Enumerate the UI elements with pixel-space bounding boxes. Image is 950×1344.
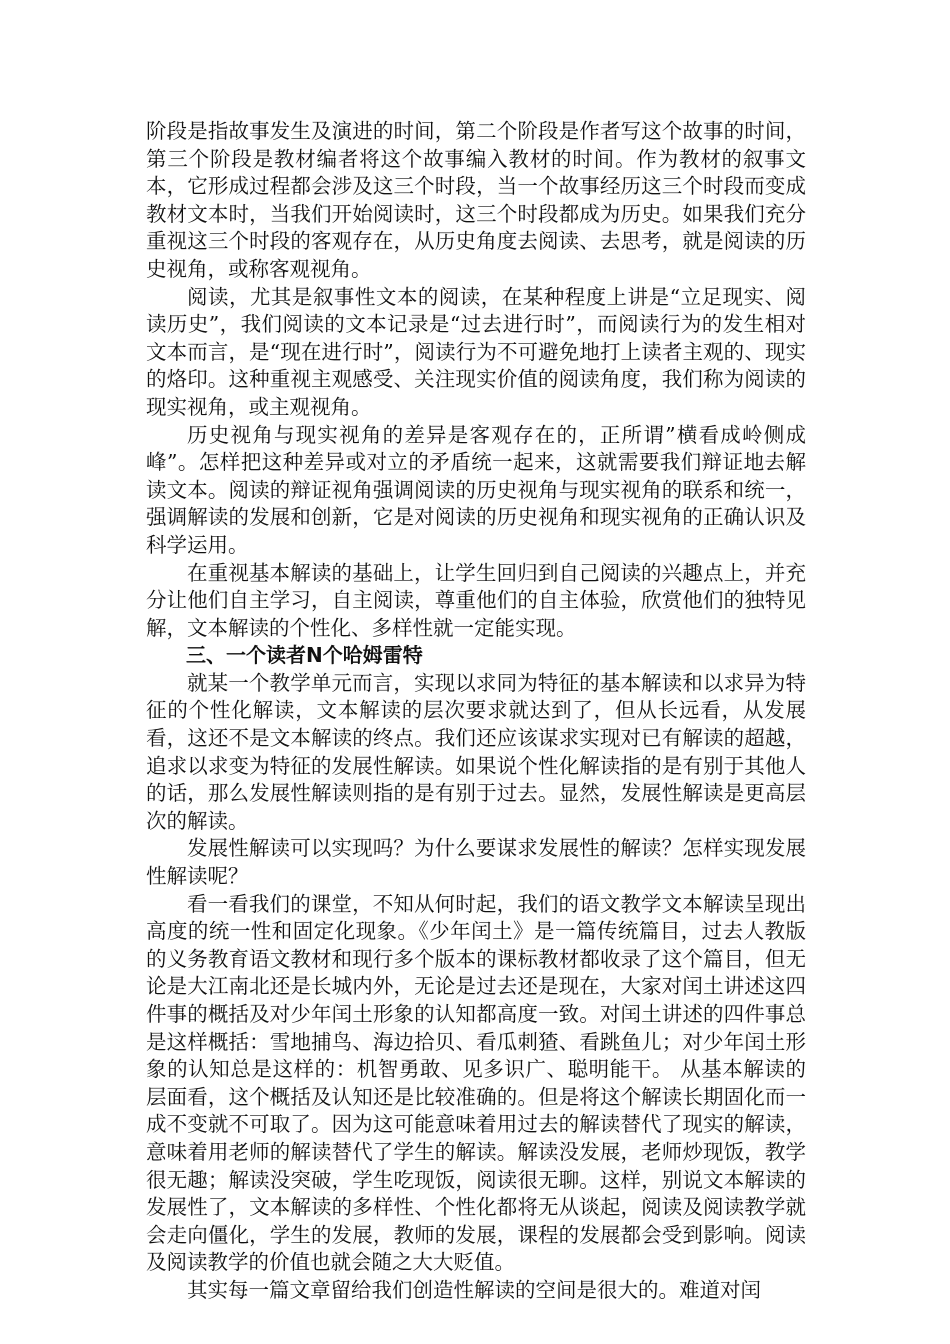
document-page: [146, 118, 806, 1305]
paragraph-1: 阶段是指故事发生及演进的时间，第二个阶段是作者写这个故事的时间，第三个阶段是教材编者将这个故事编入教材的时间。作为教材的叙事文本，它形成过程都会涉及这三个时段，当一个故事经历这三个时段而变成教材文本时，当我们开始阅读时，这三个时段都成为历史。如果我们充分重视这三个时段的客观存在，从历史角度去阅读、去思考，就是阅读的历史视角，或称客观视角。: [146, 119, 806, 281]
section-heading: 三、一个读者N个哈姆雷特: [186, 643, 423, 668]
paragraph-7: 看一看我们的课堂，不知从何时起，我们的语文教学文本解读呈现出高度的统一性和固定化现象。《少年闰土》是一篇传统篇目，过去人教版的义务教育语文教材和现行多个版本的课标教材都收录了这个篇目，但无论是大江南北还是长城内外，无论是过去还是现在，大家对闰土讲述这四件事的概括及对少年闰土形象的认知都高度一致。对闰土讲述的四件事总是这样概括：雪地捕鸟、海边拾贝、看瓜刺猹、看跳鱼儿；对少年闰土形象的认知总是这样的：机智勇敢、见多识广、聪明能干。 从基本解读的层面看，这个概括及认知还是比较准确的。但是将这个解读长期固化而一成不变就不可取了。因为这可能意味着用过去的解读替代了现实的解读，意味着用老师的解读替代了学生的解读。解读没发展，老师炒现饭，教学很无趣；解读没突破，学生吃现饭，阅读很无聊。这样，别说文本解读的发展性了，文本解读的多样性、个性化都将无从谈起，阅读及阅读教学就会走向僵化，学生的发展，教师的发展，课程的发展都会受到影响。阅读及阅读教学的价值也就会随之大大贬值。: [146, 891, 806, 1275]
paragraph-2: 阅读，尤其是叙事性文本的阅读，在某种程度上讲是“立足现实、阅读历史”，我们阅读的文本记录是“过去进行时”，而阅读行为的发生相对文本而言，是“现在进行时”，阅读行为不可避免地打上读者主观的、现实的烙印。这种重视主观感受、关注现实价值的阅读角度，我们称为阅读的现实视角，或主观视角。: [146, 284, 806, 419]
paragraph-6: 发展性解读可以实现吗？为什么要谋求发展性的解读？怎样实现发展性解读呢？: [146, 836, 806, 889]
paragraph-5: 就某一个教学单元而言，实现以求同为特征的基本解读和以求异为特征的个性化解读，文本解读的层次要求就达到了，但从长远看，从发展看，这还不是文本解读的终点。我们还应该谋求实现对已有解读的超越，追求以求变为特征的发展性解读。如果说个性化解读指的是有别于其他人的话，那么发展性解读则指的是有别于过去。显然，发展性解读是更高层次的解读。: [146, 670, 806, 833]
paragraph-4: 在重视基本解读的基础上，让学生回归到自己阅读的兴趣点上，并充分让他们自主学习，自主阅读，尊重他们的自主体验，欣赏他们的独特见解，文本解读的个性化、多样性就一定能实现。: [146, 560, 806, 640]
paragraph-8: 其实每一篇文章留给我们创造性解读的空间是很大的。难道对闰: [187, 1277, 761, 1302]
paragraph-3: 历史视角与现实视角的差异是客观存在的，正所谓”横看成岭侧成峰”。怎样把这种差异或对立的矛盾统一起来，这就需要我们辩证地去解读文本。阅读的辩证视角强调阅读的历史视角与现实视角的联系和统一，强调解读的发展和创新，它是对阅读的历史视角和现实视角的正确认识及科学运用。: [146, 422, 806, 557]
